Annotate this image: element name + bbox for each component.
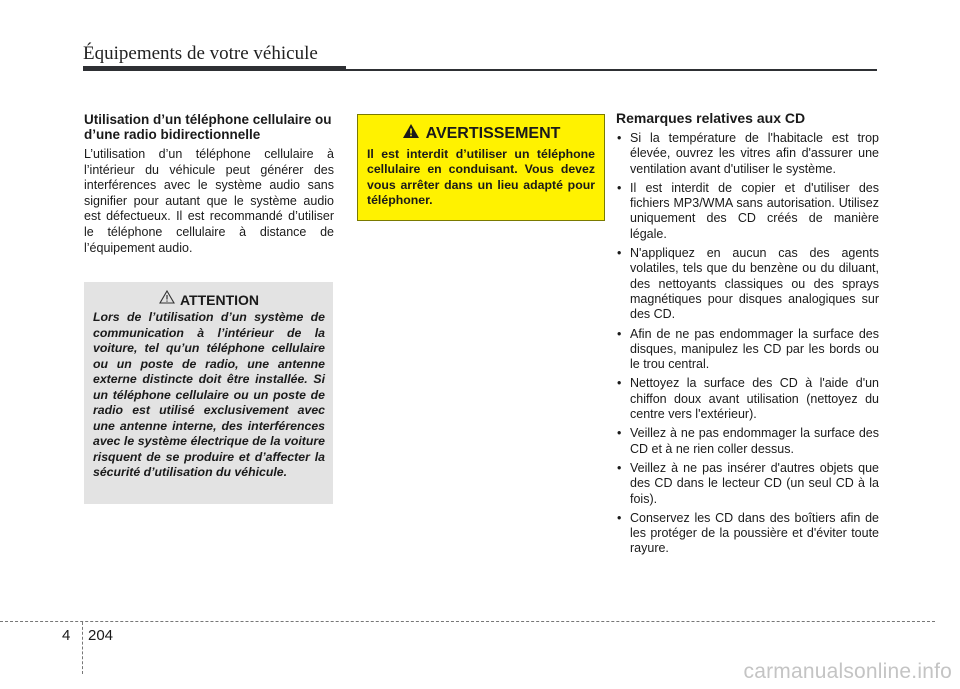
- cd-section: [616, 110, 879, 561]
- cellphone-section: [84, 112, 334, 256]
- cellphone-section-body: L’utilisation d’un téléphone cellulaire à l’intérieur du véhicule peut générer des interférences avec le système audio sans signifier pour autant que le système audio est défectueux. Il est recommandé d’utiliser le téléphone cellulaire à distance de l’équipement audio.: [84, 147, 334, 255]
- page-header-title: Équipements de votre véhicule: [83, 43, 318, 64]
- warning-text: Il est interdit d’utiliser un téléphone cellulaire en conduisant. Vous devez vous arrêter dans un lieu adapté pour téléphoner.: [367, 147, 595, 207]
- caution-triangle-icon: [159, 290, 175, 309]
- list-item: • Conservez les CD dans des boîtiers afin de les protéger de la poussière et d'éviter toute rayure.: [616, 511, 879, 557]
- footer-chapter-number: 4: [62, 627, 71, 644]
- cd-list: [616, 131, 879, 557]
- header-rule-thin: [346, 69, 877, 71]
- cellphone-section-heading: Utilisation d’un téléphone cellulaire ou d’une radio bidirectionnelle: [84, 112, 332, 142]
- attention-box: [84, 282, 333, 504]
- list-item: • Nettoyez la surface des CD à l'aide d'un chiffon doux avant utilisation (nettoyez du centre vers l'extérieur).: [616, 376, 879, 422]
- footer-rule: [0, 621, 935, 622]
- list-item: • Veillez à ne pas insérer d'autres objets que des CD dans le lecteur CD (un seul CD à la fois).: [616, 461, 879, 507]
- list-item: • N'appliquez en aucun cas des agents volatiles, tels que du benzène ou du diluant, des nettoyants classiques ou des sprays magnétiques pour disques analogiques sur des CD.: [616, 246, 879, 322]
- footer-divider: [82, 622, 83, 674]
- list-item: • Si la température de l'habitacle est trop élevée, ouvrez les vitres afin d'assurer une ventilation avant d'utiliser le système.: [616, 131, 879, 177]
- footer-page-number: 204: [88, 627, 114, 644]
- list-item: • Il est interdit de copier et d'utiliser des fichiers MP3/WMA sans autorisation. Utilisez uniquement des CD créés de manière légale.: [616, 181, 879, 242]
- warning-triangle-icon: [402, 123, 420, 144]
- warning-box: [357, 114, 605, 221]
- attention-title: ATTENTION: [179, 291, 260, 308]
- attention-text: Lors de l’utilisation d’un système de communication à l’intérieur de la voiture, tel qu’un téléphone cellulaire ou un poste de radio, une antenne externe distincte doit être installée. Si un téléphone cellulaire ou un poste de radio est utilisé exclusivement avec une antenne interne, des interférences avec le système électrique de la voiture risquent de se produire et d’affecter la sécurité d’utilisation du véhicule.: [93, 310, 325, 479]
- cd-section-heading: Remarques relatives aux CD: [616, 110, 806, 126]
- warning-header: [367, 123, 595, 144]
- watermark: carmanualsonline.info: [743, 660, 952, 683]
- list-item: • Veillez à ne pas endommager la surface des CD et à ne rien coller dessus.: [616, 426, 879, 457]
- warning-title: AVERTISSEMENT: [425, 124, 561, 142]
- header-rule-thick: [83, 66, 346, 71]
- attention-header: [93, 290, 325, 309]
- list-item: • Afin de ne pas endommager la surface des disques, manipulez les CD par les bords ou le trou central.: [616, 327, 879, 373]
